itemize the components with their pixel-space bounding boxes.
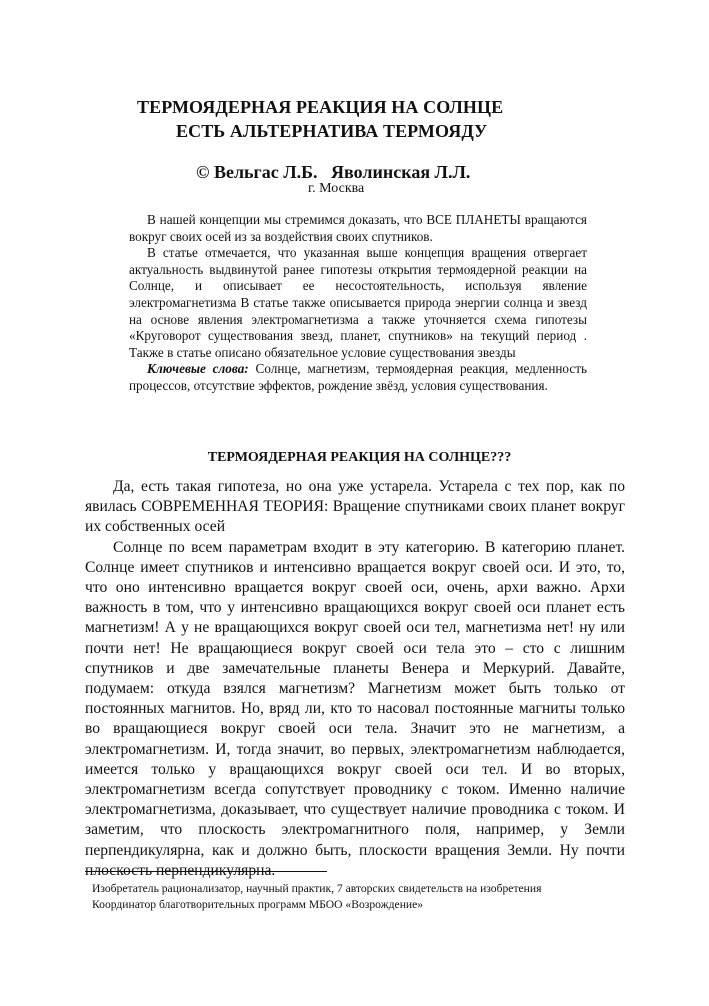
abstract-paragraph-2: В статье отмечается, что указанная выше концепция вращения отвергает актуальность выдвинутой ранее гипотезы открытия термоядерной реакции на Солнце, и описывает ее несостоятельность, используя явление электромагнетизма В статье также описывается природа энергии солнца и звезд на основе явления электромагнетизма а также уточняется схема гипотезы «Круговорот существования звезд, планет, спутников» на текущий период . Также в статье описано обязательное условие существования звезды <box>129 245 587 360</box>
keywords-label: Ключевые слова: <box>147 361 249 377</box>
body-paragraph-1: Да, есть такая гипотеза, но она уже устарела. Устарела с тех пор, как по явилась СОВРЕМЕННАЯ ТЕОРИЯ: Вращение спутниками своих планет вокруг их собственных осей <box>85 478 625 536</box>
footnote-line-1: Изобретатель рационализатор, научный практик, 7 авторских свидетельств на изобретения <box>92 882 542 895</box>
authors: © Вельгас Л.Б. Яволинская Л.Л. <box>196 162 471 182</box>
section-heading: ТЕРМОЯДЕРНАЯ РЕАКЦИЯ НА СОЛНЦЕ??? <box>207 450 512 465</box>
footnotes <box>92 881 632 913</box>
footnote-line-2: Координатор благотворительных программ МБОО «Возрождение» <box>92 898 424 911</box>
footnote-divider <box>85 871 327 872</box>
title-line-1: ТЕРМОЯДЕРНАЯ РЕАКЦИЯ НА СОЛНЦЕ <box>137 97 504 117</box>
keywords-text: Солнце, магнетизм, термоядерная реакция, медленность процессов, отсутствие эффектов, рождение звёзд, условия существования. <box>129 361 587 393</box>
keywords-paragraph <box>129 361 587 394</box>
city: г. Москва <box>308 181 365 196</box>
body-text <box>85 477 625 881</box>
abstract <box>129 212 587 395</box>
title-line-2: ЕСТЬ АЛЬТЕРНАТИВА ТЕРМОЯДУ <box>176 121 488 141</box>
abstract-paragraph-1: В нашей концепции мы стремимся доказать, что ВСЕ ПЛАНЕТЫ вращаются вокруг своих осей из за воздействия своих спутников. <box>129 212 587 244</box>
body-paragraph-2: Солнце по всем параметрам входит в эту категорию. В категорию планет. Солнце имеет спутников и интенсивно вращается вокруг своей оси. И это, то, что оно интенсивно вращается вокруг своей оси, очень, архи важно. Архи важность в том, что у интенсивно вращающихся вокруг своей оси планет есть магнетизм! А у не вращающихся вокруг своей оси тел, магнетизма нет! ну или почти нет! Не вращающиеся вокруг своей оси тела это – сто с лишним спутников и две замечательные планеты Венера и Меркурий. Давайте, подумаем: откуда взялся магнетизм? Магнетизм может быть только от постоянных магнитов. Но, вряд ли, кто то насовал постоянные магниты только во вращающиеся вокруг своей оси тела. Значит это не магнетизм, а электромагнетизм. И, тогда значит, во первых, электромагнетизм наблюдается, имеется только у вращающихся вокруг своей оси тел. И во вторых, электромагнетизм всегда сопутствует проводнику с током. Именно наличие электромагнетизма, доказывает, что существует наличие проводника с током. И заметим, что плоскость электромагнитного поля, например, у Земли перпендикулярна, как и должно быть, плоскости вращения Земли. Ну почти плоскость перпендикулярна. <box>85 538 625 879</box>
